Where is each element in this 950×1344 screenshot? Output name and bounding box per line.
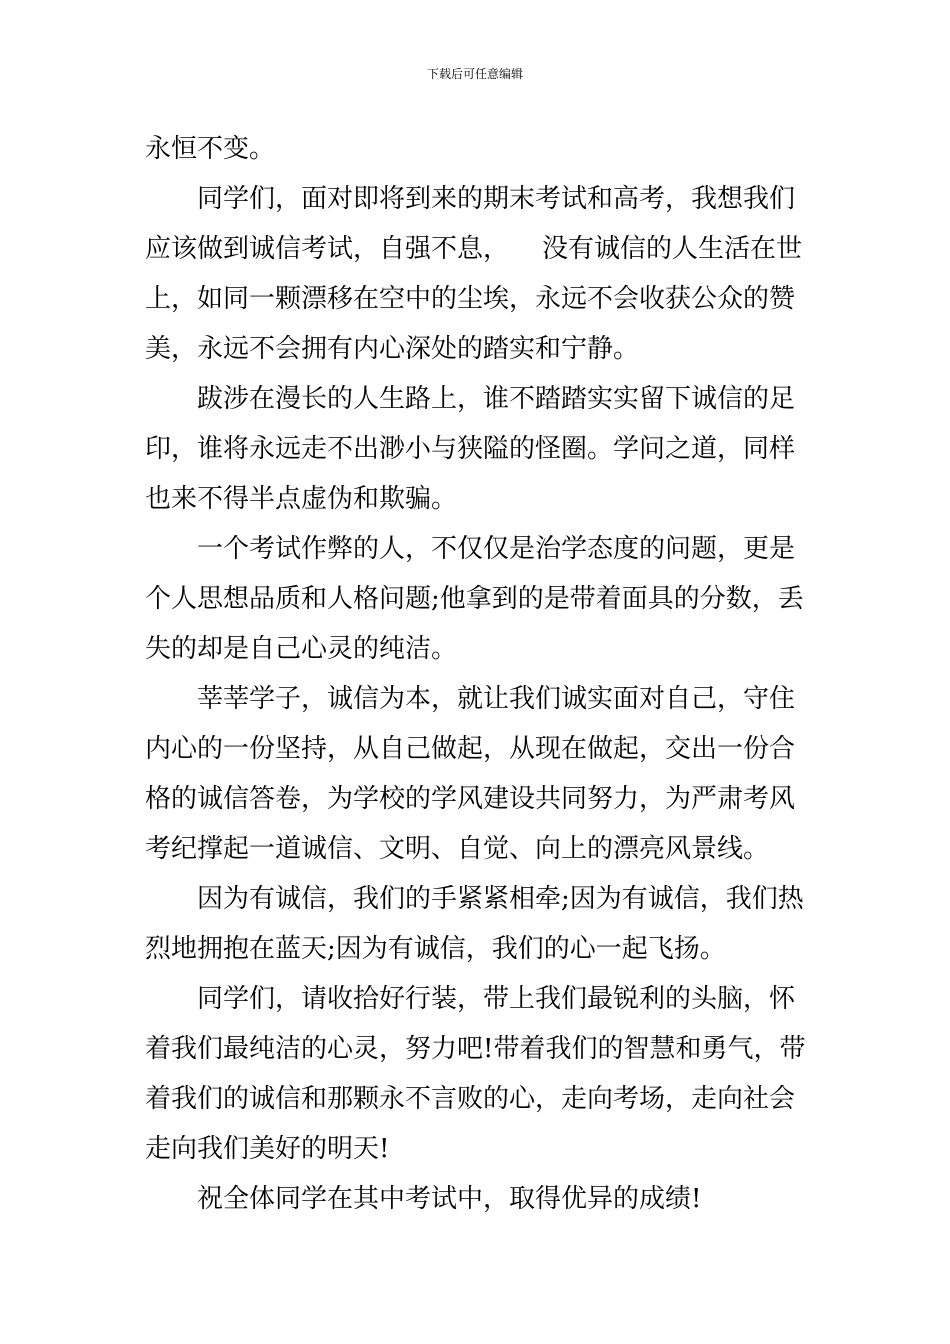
paragraph-first-line: 跋涉在漫长的人生路上，谁不踏踏实实留下诚信的足 (197, 384, 796, 414)
text-line: 考纪撑起一道诚信、文明、自觉、向上的漂亮风景线。 (145, 834, 770, 864)
paragraph-first-line: 一个考试作弊的人，不仅仅是治学态度的问题，更是 (197, 534, 796, 564)
text-line: 走向我们美好的明天! (145, 1134, 390, 1164)
paragraph-first-line: 祝全体同学在其中考试中，取得优异的成绩! (197, 1184, 702, 1214)
page-header-note: 下载后可任意编辑 (426, 67, 523, 81)
text-line: 应该做到诚信考试，自强不息， 没有诚信的人生活在世 (145, 234, 803, 264)
text-line: 永恒不变。 (145, 134, 276, 164)
text-line: 着我们的诚信和那颗永不言败的心，走向考场，走向社会 (145, 1084, 796, 1114)
text-line: 也来不得半点虚伪和欺骗。 (145, 484, 458, 514)
text-line: 上，如同一颗漂移在空中的尘埃，永远不会收获公众的赞 (145, 284, 796, 314)
paragraph-first-line: 莘莘学子，诚信为本，就让我们诚实面对自己，守住 (197, 684, 796, 714)
text-line: 烈地拥抱在蓝天;因为有诚信，我们的心一起飞扬。 (145, 934, 726, 964)
document-body (145, 124, 810, 1224)
paragraph-first-line: 同学们，请收拾好行装，带上我们最锐利的头脑，怀 (197, 984, 796, 1014)
text-line: 内心的一份坚持，从自己做起，从现在做起，交出一份合 (145, 734, 796, 764)
text-line: 着我们最纯洁的心灵，努力吧!带着我们的智慧和勇气，带 (145, 1034, 806, 1064)
text-line: 美，永远不会拥有内心深处的踏实和宁静。 (145, 334, 640, 364)
text-line: 印，谁将永远走不出渺小与狭隘的怪圈。学问之道，同样 (145, 434, 796, 464)
text-line: 格的诚信答卷，为学校的学风建设共同努力，为严肃考风 (145, 784, 796, 814)
paragraph-first-line: 同学们，面对即将到来的期末考试和高考，我想我们 (197, 184, 796, 214)
text-line: 个人思想品质和人格问题;他拿到的是带着面具的分数，丢 (145, 584, 804, 614)
paragraph-first-line: 因为有诚信，我们的手紧紧相牵;因为有诚信，我们热 (197, 884, 804, 914)
text-line: 失的却是自己心灵的纯洁。 (145, 634, 458, 664)
